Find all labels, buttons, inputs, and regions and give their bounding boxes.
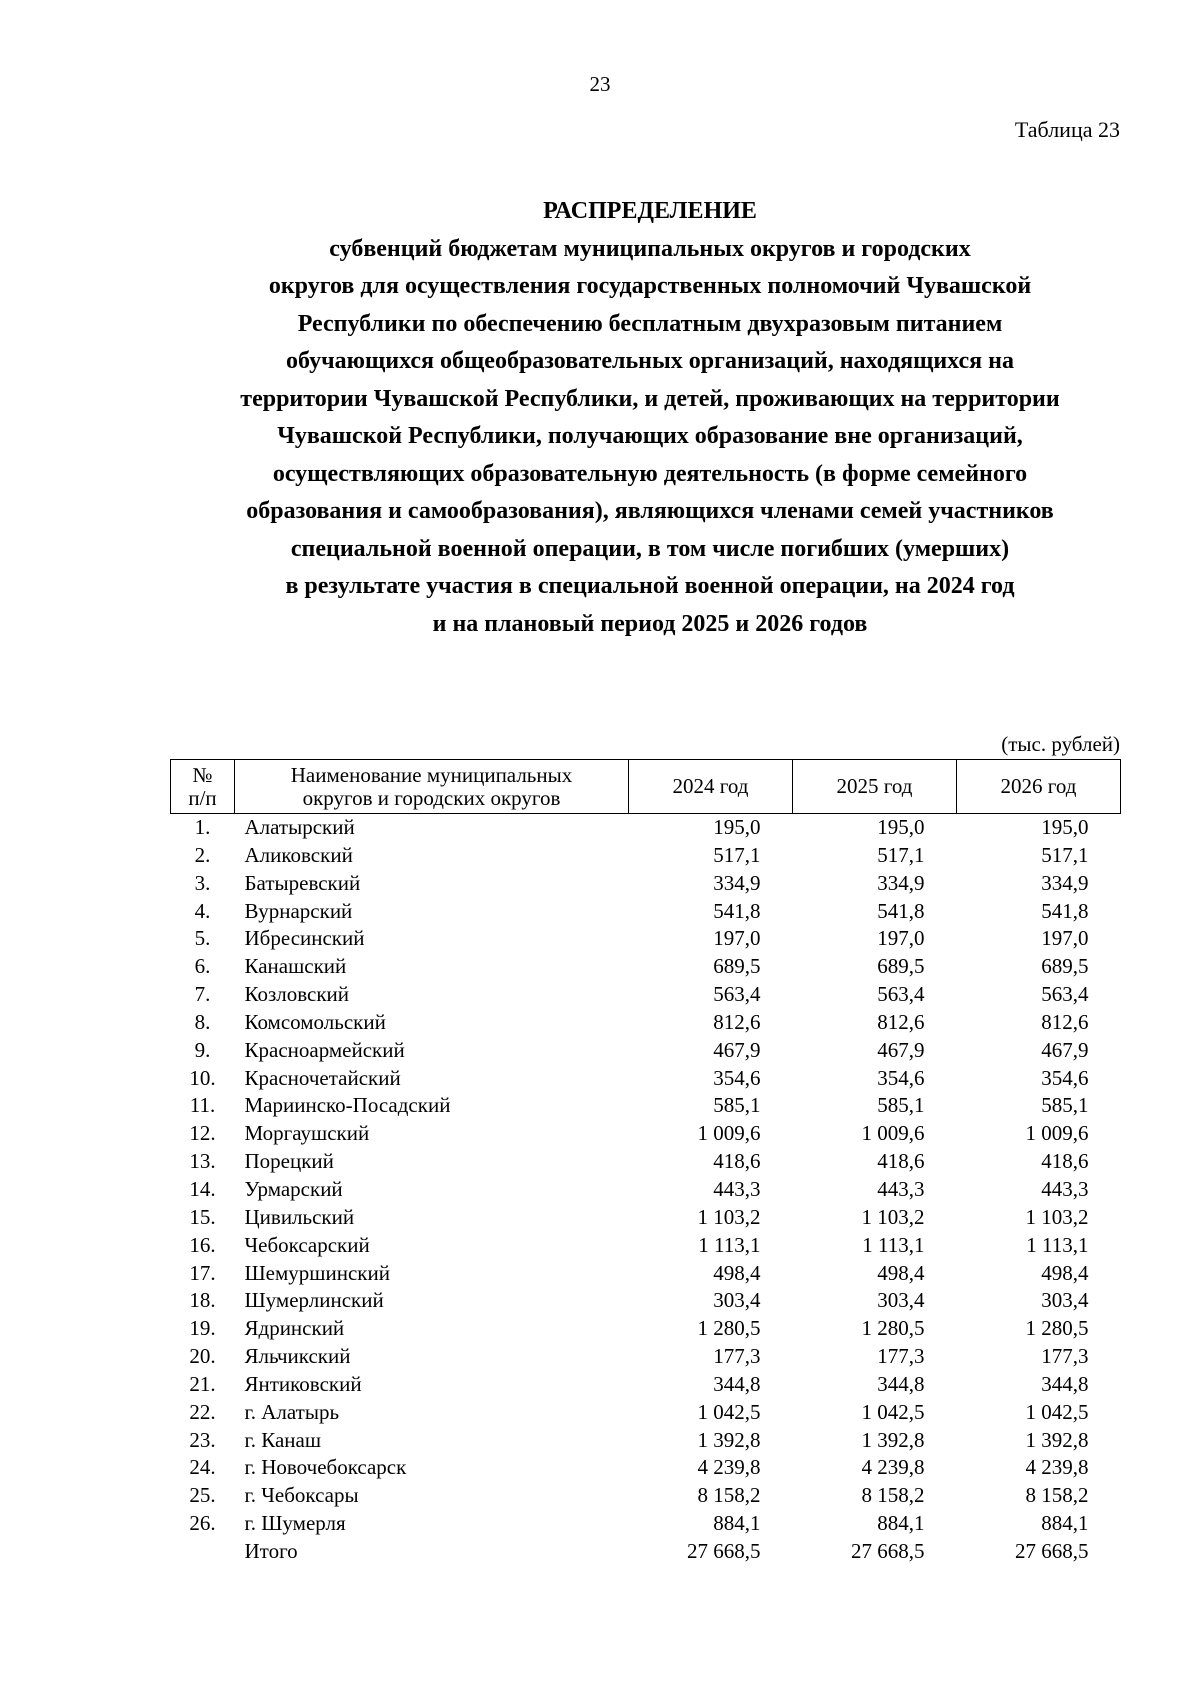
row-2026: 197,0 — [1041, 926, 1089, 951]
row-name: Батыревский — [244, 870, 361, 895]
row-2025: 1 392,8 — [861, 1427, 925, 1452]
table-row — [171, 1510, 1121, 1538]
row-number: 21. — [189, 1371, 216, 1396]
header-2024: 2024 год — [629, 760, 793, 814]
row-number: 8. — [194, 1009, 211, 1034]
table-row — [171, 1343, 1121, 1371]
row-2025: 197,0 — [877, 926, 925, 951]
row-2025: 177,3 — [877, 1344, 925, 1369]
table-row — [171, 925, 1121, 953]
total-number — [171, 1538, 235, 1566]
row-2025: 812,6 — [877, 1009, 925, 1034]
row-2026: 1 103,2 — [1025, 1204, 1089, 1229]
row-2025: 884,1 — [877, 1511, 925, 1536]
row-2026: 467,9 — [1041, 1037, 1089, 1062]
row-2024: 541,8 — [713, 898, 761, 923]
header-number: № п/п — [171, 760, 235, 814]
row-name: Канашский — [244, 954, 347, 979]
row-2026: 1 113,1 — [1026, 1232, 1089, 1257]
row-2024: 177,3 — [713, 1344, 761, 1369]
row-2026: 585,1 — [1041, 1093, 1089, 1118]
row-2024: 517,1 — [713, 842, 761, 867]
table-row — [171, 1092, 1121, 1120]
row-name: Ибресинский — [244, 926, 365, 951]
row-number: 10. — [189, 1065, 216, 1090]
row-2025: 418,6 — [877, 1149, 925, 1174]
row-2024: 4 239,8 — [697, 1455, 761, 1480]
table-row — [171, 1371, 1121, 1399]
row-name: Мариинско-Посадский — [244, 1093, 451, 1118]
row-2025: 1 009,6 — [861, 1121, 925, 1146]
row-2026: 8 158,2 — [1025, 1483, 1089, 1508]
row-2025: 467,9 — [877, 1037, 925, 1062]
row-2025: 563,4 — [877, 982, 925, 1007]
table-row — [171, 1427, 1121, 1455]
header-name: Наименование муниципальных округов и городских округов — [235, 760, 629, 814]
table-row — [171, 1009, 1121, 1037]
title-line: осуществляющих образовательную деятельность (в форме семейного — [272, 460, 1028, 487]
total-row — [171, 1538, 1121, 1566]
row-2024: 467,9 — [713, 1037, 761, 1062]
row-number: 16. — [189, 1232, 216, 1257]
row-2026: 354,6 — [1041, 1065, 1089, 1090]
row-2026: 1 280,5 — [1025, 1316, 1089, 1341]
total-2024: 27 668,5 — [687, 1538, 761, 1563]
table-row — [171, 1037, 1121, 1065]
row-name: Шемуршинский — [244, 1260, 390, 1285]
table-row — [171, 842, 1121, 870]
row-number: 6. — [194, 954, 211, 979]
row-2026: 1 042,5 — [1025, 1399, 1089, 1424]
row-name: Порецкий — [244, 1149, 334, 1174]
table-row — [171, 1120, 1121, 1148]
table-row — [171, 1232, 1121, 1260]
title-line: в результате участия в специальной военной операции, на 2024 год — [285, 573, 1015, 599]
row-name: Цивильский — [244, 1204, 355, 1229]
table-row — [171, 1315, 1121, 1343]
row-number: 26. — [189, 1511, 216, 1536]
row-number: 4. — [194, 898, 211, 923]
row-number: 23. — [189, 1427, 216, 1452]
row-name: Алатырский — [244, 815, 355, 839]
row-number: 13. — [189, 1149, 216, 1174]
title-line: субвенций бюджетам муниципальных округов и городских — [329, 235, 971, 262]
page-number: 23 — [589, 72, 611, 96]
row-2024: 344,8 — [713, 1371, 761, 1396]
row-2024: 689,5 — [713, 954, 761, 979]
row-name: Шумерлинский — [244, 1288, 384, 1313]
row-number: 1. — [194, 815, 211, 839]
row-number: 3. — [194, 870, 211, 895]
row-2025: 517,1 — [877, 842, 925, 867]
units-note: (тыс. рублей) — [1001, 732, 1120, 756]
row-2026: 303,4 — [1041, 1288, 1089, 1313]
row-2025: 195,0 — [877, 815, 925, 839]
table-row — [171, 1454, 1121, 1482]
row-2025: 4 239,8 — [861, 1455, 925, 1480]
table-row — [171, 1287, 1121, 1315]
row-2025: 354,6 — [877, 1065, 925, 1090]
row-name: Янтиковский — [244, 1371, 362, 1396]
row-2026: 418,6 — [1041, 1149, 1089, 1174]
title-line: территории Чувашской Республики, и детей, проживающих на территории — [240, 385, 1060, 412]
title-line: образования и самообразования), являющихся членами семей участников — [246, 498, 1054, 524]
table-row — [171, 870, 1121, 898]
row-number: 15. — [189, 1204, 216, 1229]
title-line: Чувашской Республики, получающих образование вне организаций, — [277, 423, 1023, 449]
row-2025: 334,9 — [877, 870, 925, 895]
row-2026: 4 239,8 — [1025, 1455, 1089, 1480]
row-2024: 563,4 — [713, 982, 761, 1007]
row-number: 9. — [194, 1037, 211, 1062]
row-2025: 303,4 — [877, 1288, 925, 1313]
table-row — [171, 1260, 1121, 1288]
row-number: 5. — [194, 926, 211, 951]
row-2025: 1 103,2 — [861, 1204, 925, 1229]
row-2024: 1 103,2 — [697, 1204, 761, 1229]
distribution-table — [170, 759, 1121, 1566]
row-2026: 1 392,8 — [1025, 1427, 1089, 1452]
row-2024: 585,1 — [713, 1093, 761, 1118]
row-2026: 517,1 — [1041, 842, 1089, 867]
table-row — [171, 1176, 1121, 1204]
row-2025: 585,1 — [877, 1093, 925, 1118]
row-2024: 1 280,5 — [697, 1316, 761, 1341]
row-name: Урмарский — [244, 1176, 343, 1201]
table-header-row — [171, 760, 1121, 814]
table-row — [171, 1399, 1121, 1427]
row-2025: 8 158,2 — [861, 1483, 925, 1508]
document-title — [120, 193, 1180, 643]
table-row — [171, 898, 1121, 926]
table-row — [171, 953, 1121, 981]
row-2024: 1 009,6 — [697, 1121, 761, 1146]
row-name: Красноармейский — [244, 1037, 405, 1062]
row-2025: 443,3 — [877, 1176, 925, 1201]
row-number: 2. — [194, 842, 211, 867]
table-row — [171, 981, 1121, 1009]
row-name: Аликовский — [244, 842, 353, 867]
row-2024: 303,4 — [713, 1288, 761, 1313]
row-2024: 812,6 — [713, 1009, 761, 1034]
row-name: г. Канаш — [244, 1427, 322, 1452]
row-number: 17. — [189, 1260, 216, 1285]
row-2026: 884,1 — [1041, 1511, 1089, 1536]
row-2026: 498,4 — [1041, 1260, 1089, 1285]
table-row — [171, 1065, 1121, 1093]
table-row — [171, 1148, 1121, 1176]
total-2025: 27 668,5 — [851, 1538, 925, 1563]
row-2024: 884,1 — [713, 1511, 761, 1536]
row-2026: 334,9 — [1041, 870, 1089, 895]
row-number: 22. — [189, 1399, 216, 1424]
row-2026: 1 009,6 — [1025, 1121, 1089, 1146]
row-2024: 498,4 — [713, 1260, 761, 1285]
row-2024: 1 113,1 — [698, 1232, 761, 1257]
row-name: Вурнарский — [244, 898, 353, 923]
row-2024: 1 392,8 — [697, 1427, 761, 1452]
row-2025: 1 042,5 — [861, 1399, 925, 1424]
row-name: Ядринский — [244, 1316, 345, 1341]
row-number: 19. — [189, 1316, 216, 1341]
row-2026: 812,6 — [1041, 1009, 1089, 1034]
row-2026: 563,4 — [1041, 982, 1089, 1007]
header-2025: 2025 год — [793, 760, 957, 814]
row-2026: 177,3 — [1041, 1344, 1089, 1369]
row-2024: 195,0 — [713, 815, 761, 839]
row-name: Красночетайский — [244, 1065, 401, 1090]
row-name: г. Новочебоксарск — [244, 1455, 407, 1480]
table-row — [171, 1482, 1121, 1510]
table-label: Таблица 23 — [1014, 117, 1120, 142]
row-name: г. Шумерля — [244, 1511, 346, 1536]
row-2026: 689,5 — [1041, 954, 1089, 979]
table-row — [171, 1204, 1121, 1232]
row-name: Козловский — [244, 982, 350, 1007]
row-2025: 689,5 — [877, 954, 925, 979]
title-line: округов для осуществления государственных полномочий Чувашской — [268, 273, 1032, 299]
table-row — [171, 814, 1121, 842]
row-2024: 197,0 — [713, 926, 761, 951]
row-name: Комсомольский — [244, 1009, 386, 1034]
row-2026: 344,8 — [1041, 1371, 1089, 1396]
row-number: 18. — [189, 1288, 216, 1313]
row-2025: 1 280,5 — [861, 1316, 925, 1341]
row-2024: 334,9 — [713, 870, 761, 895]
row-name: Чебоксарский — [244, 1232, 370, 1257]
row-number: 7. — [194, 982, 211, 1007]
row-2025: 344,8 — [877, 1371, 925, 1396]
table-body — [171, 814, 1121, 1566]
row-number: 20. — [189, 1344, 216, 1369]
row-number: 11. — [189, 1093, 216, 1118]
row-2024: 418,6 — [713, 1149, 761, 1174]
title-line: Республики по обеспечению бесплатным двухразовым питанием — [297, 310, 1003, 337]
row-2026: 541,8 — [1041, 898, 1089, 923]
row-number: 25. — [189, 1483, 216, 1508]
row-name: г. Алатырь — [244, 1399, 340, 1424]
row-2025: 1 113,1 — [862, 1232, 925, 1257]
row-number: 24. — [189, 1455, 216, 1480]
total-label: Итого — [244, 1538, 298, 1563]
row-number: 14. — [189, 1176, 216, 1201]
header-2026: 2026 год — [957, 760, 1121, 814]
row-name: Яльчикский — [244, 1344, 351, 1369]
row-number: 12. — [189, 1121, 216, 1146]
row-2026: 195,0 — [1041, 815, 1089, 839]
title-line: РАСПРЕДЕЛЕНИЕ — [543, 198, 757, 224]
row-2026: 443,3 — [1041, 1176, 1089, 1201]
title-line: специальной военной операции, в том числе погибших (умерших) — [290, 535, 1010, 562]
total-2026: 27 668,5 — [1015, 1538, 1089, 1563]
row-2025: 498,4 — [877, 1260, 925, 1285]
row-name: г. Чебоксары — [244, 1483, 359, 1508]
row-2024: 354,6 — [713, 1065, 761, 1090]
row-name: Моргаушский — [244, 1121, 370, 1146]
row-2024: 8 158,2 — [697, 1483, 761, 1508]
title-line: обучающихся общеобразовательных организаций, находящихся на — [286, 348, 1014, 374]
title-line: и на плановый период 2025 и 2026 годов — [432, 610, 868, 637]
row-2024: 1 042,5 — [697, 1399, 761, 1424]
row-2025: 541,8 — [877, 898, 925, 923]
row-2024: 443,3 — [713, 1176, 761, 1201]
